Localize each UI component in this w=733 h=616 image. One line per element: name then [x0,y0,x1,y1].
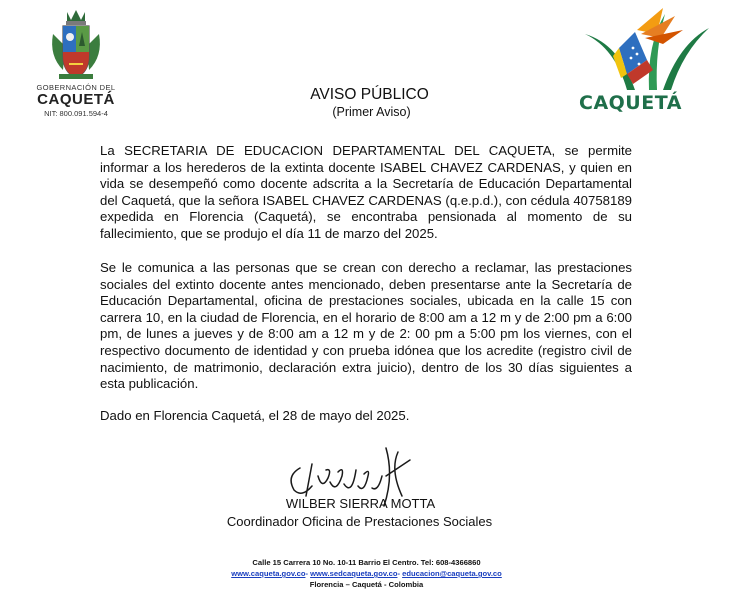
notice-paragraph-1: La SECRETARIA DE EDUCACION DEPARTAMENTAL DEL CAQUETA, se permite informar a los herederos de la extinta docente ISABEL CHAVEZ CARDENAS, y quien en vida se desempeñó como docente adscrita a la Secretaría de Educación Departamental del Caquetá, que la señora ISABEL CHAVEZ CARDENAS (q.e.p.d.), con cédula 40758189 expedida en Florencia (Caquetá), se encontraba pensionada al momento de su fallecimiento, que se produjo el día 11 de marzo del 2025. [100,143,632,241]
gobernacion-label: GOBERNACIÓN DEL [36,83,116,92]
footer-location: Florencia – Caquetá - Colombia [309,580,424,589]
footer-address: Calle 15 Carrera 10 No. 10-11 Barrio El Centro. Tel: 608-4366860 [252,558,481,567]
brand-wordmark: CAQUETÁ [579,92,682,114]
notice-subtitle: (Primer Aviso) [332,105,411,119]
signatory-name: WILBER SIERRA MOTTA [285,496,436,511]
notice-paragraph-2: Se le comunica a las personas que se crean con derecho a reclamar, las prestaciones sociales del extinto docente antes mencionado, deben presentarse ante la Secretaría de Educación Departamental, oficina de prestaciones sociales, ubicada en la calle 15 con carrera 10, en la ciudad de Florencia, en el horario de 8:00 am a 12 m y de 2:00 pm a 6:00 pm, de lunes a jueves y de 8:00 am a 12 m y de 2: 00 pm a 5:00 pm los viernes, con el respectivo documento de identidad y con prueba idónea que los acredite (registro civil de nacimiento, de matrimonio, declaración extra juicio), dentro de los 30 días siguientes a esta publicación. [100,260,632,392]
bird-of-paradise-icon [575,4,713,94]
email-link[interactable]: educacion@caqueta.gov.co [402,569,502,578]
department-name: CAQUETÁ [37,91,115,108]
nit-number: NIT: 800.091.594-4 [44,109,108,118]
footer [0,557,733,590]
coat-of-arms-icon [45,6,107,82]
notice-title: AVISO PÚBLICO [310,86,429,103]
website-link[interactable]: www.caqueta.gov.co [231,569,306,578]
signatory-role: Coordinador Oficina de Prestaciones Sociales [226,514,493,529]
issue-date-line: Dado en Florencia Caquetá, el 28 de mayo del 2025. [100,408,410,423]
notice-title-block [0,86,733,119]
footer-links: www.caqueta.gov.co- www.sedcaqueta.gov.co- educacion@caqueta.gov.co [231,569,502,578]
sed-website-link[interactable]: www.sedcaqueta.gov.co [310,569,398,578]
